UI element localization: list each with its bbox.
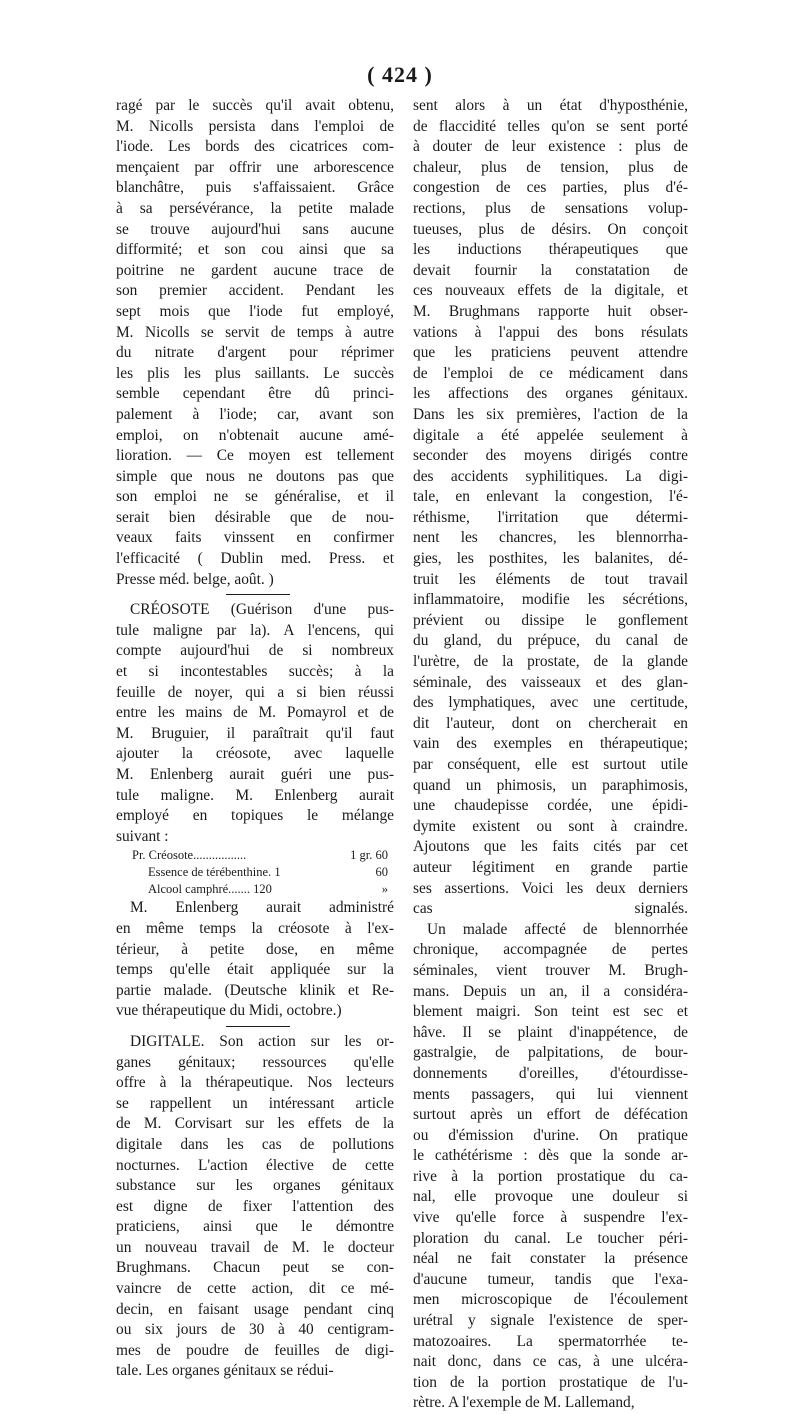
recipe-dose: 1 gr. 60: [350, 848, 388, 863]
text-line: truit les éléments de tout travail: [413, 570, 688, 588]
text-line: l'efficacité ( Dublin med. Press. et: [116, 550, 394, 568]
text-line: Un malade affecté de blennorrhée: [427, 920, 688, 938]
text-line: des accidents syphilitiques. La digi-: [413, 467, 688, 485]
text-line: térieur, à petite dose, en même: [116, 940, 394, 958]
text-line: veaux faits vinssent en confirmer: [116, 529, 394, 547]
text-line: entre les mains de M. Pomayrol et de: [116, 704, 394, 722]
text-line: inflammatoire, modifie les sécrétions,: [413, 591, 688, 609]
text-line: nocturnes. L'action élective de cette: [116, 1156, 394, 1174]
text-line: d'aucune tumeur, tandis que l'exa-: [413, 1270, 688, 1288]
text-line: M. Nicolls persista dans l'emploi de: [116, 117, 394, 135]
text-line: son premier accident. Pendant les: [116, 282, 394, 300]
text-line: men microscopique de l'écoulement: [413, 1291, 688, 1309]
text-line: M. Brughmans rapporte huit obser-: [413, 302, 688, 320]
text-line: employé en topiques le mélange: [116, 807, 394, 825]
text-line: néal ne fait constater la présence: [413, 1250, 688, 1268]
text-line: dit l'auteur, dont on chercherait en: [413, 714, 688, 732]
text-line: prévient ou dissipe le gonflement: [413, 611, 688, 629]
section-separator: [116, 1022, 394, 1032]
text-line: poitrine ne gardent aucune trace de: [116, 261, 394, 279]
text-line: blement maigri. Son teint est sec et: [413, 1003, 688, 1021]
text-line: nal, elle provoque une douleur si: [413, 1188, 688, 1206]
text-line: un nouveau travail de M. le docteur: [116, 1238, 394, 1256]
text-line: ces nouveaux effets de la digitale, et: [413, 282, 688, 300]
text-line: vations à l'appui des bons résulats: [413, 323, 688, 341]
recipe-row: [116, 847, 394, 864]
recipe-dose: 60: [375, 865, 388, 880]
text-line: réthisme, l'irritation que détermi-: [413, 508, 688, 526]
recipe-ingredient: Essence de térébenthine. 1: [148, 865, 281, 880]
text-line: auteur légitiment en grande partie: [413, 858, 688, 876]
text-line: tule maligne par la). A l'encens, qui: [116, 621, 394, 639]
text-line: Dans les six premières, l'action de la: [413, 405, 688, 423]
text-line: praticiens, ainsi que le démontre: [116, 1218, 394, 1236]
text-line: de flaccidité telles qu'on se sent porté: [413, 117, 688, 135]
text-line: tale. Les organes génitaux se rédui-: [116, 1362, 334, 1380]
text-line: ou d'émission d'urine. On pratique: [413, 1126, 688, 1144]
text-line: compte aujourd'hui de si nombreux: [116, 642, 394, 660]
text-line: tion de la portion prostatique de l'u-: [413, 1373, 688, 1391]
text-line: est digne de fixer l'attention des: [116, 1197, 394, 1215]
text-line: sept mois que l'iode fut employé,: [116, 302, 394, 320]
text-line: seconder des moyens dirigés contre: [413, 447, 688, 465]
text-line: gies, les posthites, les balanites, dé-: [413, 550, 688, 568]
text-line: des lymphatiques, avec une certitude,: [413, 694, 688, 712]
text-line: tule maligne. M. Enlenberg aurait: [116, 786, 394, 804]
text-line: ploration du canal. Le toucher péri-: [413, 1229, 688, 1247]
text-line: ou six jours de 30 à 40 centigram-: [116, 1321, 394, 1339]
text-line: difformité; et son cou ainsi que sa: [116, 241, 394, 259]
text-line: hâve. Il se plaint d'inappétence, de: [413, 1023, 688, 1041]
text-line: emploi, on n'obtenait aucune amé-: [116, 426, 394, 444]
text-line: nent les chancres, les blennorrha-: [413, 529, 688, 547]
right-column: [413, 96, 688, 1414]
text-line: par conséquent, elle est surtout utile: [413, 756, 688, 773]
text-line: dymite existent ou sont à craindre.: [413, 817, 688, 835]
text-line: cas signalés.: [413, 900, 688, 918]
text-line: palement à l'iode; car, avant son: [116, 405, 394, 423]
text-line: Presse méd. belge, août. ): [116, 570, 274, 588]
text-line: tueuses, plus de désirs. On conçoit: [413, 220, 688, 238]
text-line: substance sur les organes génitaux: [116, 1177, 394, 1195]
text-line: ganes génitaux; ressources qu'elle: [116, 1053, 394, 1071]
text-line: mes de poudre de feuilles de digi-: [116, 1341, 394, 1359]
text-line: serait bien désirable que de nou-: [116, 508, 394, 526]
text-line: M. Enlenberg aurait guéri une pus-: [116, 766, 394, 783]
text-line: rètre. A l'exemple de M. Lallemand,: [413, 1394, 635, 1412]
text-line: une chaudepisse cordée, une épidi-: [413, 797, 688, 815]
text-line: matozoaires. La spermatorrhée te-: [413, 1332, 688, 1350]
text-line: M. Nicolls se servit de temps à autre: [116, 323, 394, 341]
recipe-ingredient: Pr. Créosote.................: [132, 848, 247, 863]
text-line: ments passagers, qui lui viennent: [413, 1085, 688, 1103]
page-number: ( 424 ): [367, 62, 433, 87]
text-line: et si incontestables succès; à la: [116, 663, 394, 681]
text-line: devait fournir la constatation de: [413, 261, 688, 279]
text-line: les plis les plus saillants. Le succès: [116, 364, 394, 382]
text-line: de l'emploi de ce médicament dans: [413, 364, 688, 382]
text-line: séminales, vient trouver M. Brugh-: [413, 961, 688, 979]
text-line: offre à la thérapeutique. Nos lecteurs: [116, 1074, 394, 1092]
recipe-row: [116, 864, 394, 881]
recipe-ingredient: Alcool camphré....... 120: [148, 882, 272, 897]
text-line: digitale a été appelée seulement à: [413, 426, 688, 444]
text-line: Brughmans. Chacun peut se con-: [116, 1259, 394, 1277]
text-line: rections, plus de sensations volup-: [413, 199, 688, 217]
section-separator: [116, 590, 394, 600]
text-line: mençaient par offrir une arborescence: [116, 158, 394, 176]
text-line: le cathétérisme : dès que la sonde ar-: [413, 1147, 688, 1165]
text-line: gastralgie, de palpitations, de bour-: [413, 1044, 688, 1062]
text-line: CRÉOSOTE (Guérison d'une pus-: [130, 601, 394, 619]
text-line: congestion de ces parties, plus d'é-: [413, 179, 688, 197]
text-line: nait donc, dans ce cas, à une ulcéra-: [413, 1353, 688, 1371]
text-line: surtout après un effort de défécation: [413, 1106, 688, 1124]
text-line: du gland, du prépuce, du canal de: [413, 632, 688, 650]
recipe-row: [116, 881, 394, 898]
text-line: chaleur, plus de tension, plus de: [413, 158, 688, 176]
text-line: temps qu'elle était appliquée sur la: [116, 961, 394, 979]
text-line: du nitrate d'argent pour réprimer: [116, 344, 394, 362]
text-line: de M. Corvisart sur les effets de la: [116, 1115, 394, 1133]
text-line: à douter de leur existence : plus de: [413, 138, 688, 156]
text-line: suivant :: [116, 827, 169, 845]
text-line: séminale, des vaisseaux et des glan-: [413, 673, 688, 691]
text-line: digitale dans les cas de pollutions: [116, 1135, 394, 1153]
text-line: donnements d'oreilles, d'étourdisse-: [413, 1064, 688, 1082]
text-line: mans. Depuis un an, il a considéra-: [413, 982, 688, 1000]
text-line: son emploi ne se généralise, et il: [116, 488, 394, 506]
text-line: DIGITALE. Son action sur les or-: [130, 1032, 394, 1050]
text-line: ajouter la créosote, avec laquelle: [116, 745, 394, 763]
text-line: rive à la portion prostatique du ca-: [413, 1167, 688, 1185]
text-line: partie malade. (Deutsche klinik et Re-: [116, 981, 394, 999]
text-line: M. Bruguier, il paraîtrait qu'il faut: [116, 724, 394, 742]
text-line: l'iode. Les bords des cicatrices com-: [116, 138, 394, 156]
recipe-dose: »: [381, 882, 388, 897]
text-line: Ajoutons que les faits cités par cet: [413, 838, 688, 856]
text-line: ses assertions. Voici les deux derniers: [413, 879, 688, 897]
text-line: vive qu'elle force à suspendre l'ex-: [413, 1209, 688, 1227]
text-line: se rappellent un intéressant article: [116, 1094, 394, 1112]
left-column: [116, 96, 394, 1382]
text-line: urétral y signale l'existence de sper-: [413, 1312, 688, 1330]
text-line: ragé par le succès qu'il avait obtenu,: [116, 97, 394, 114]
text-line: semble cependant être dû princi-: [116, 385, 394, 403]
text-line: quand un phimosis, un paraphimosis,: [413, 776, 688, 794]
text-line: decin, en faisant usage pendant cinq: [116, 1300, 394, 1318]
text-line: simple que nous ne doutons pas que: [116, 467, 394, 485]
text-line: se trouve aujourd'hui sans aucune: [116, 220, 394, 238]
text-line: lioration. — Ce moyen est tellement: [116, 447, 394, 465]
text-line: l'urètre, de la prostate, de la glande: [413, 653, 688, 671]
text-line: vue thérapeutique du Midi, octobre.): [116, 1002, 342, 1020]
text-line: vaincre de cette action, dit ce mé-: [116, 1280, 394, 1298]
text-line: les affections des organes génitaux.: [413, 385, 688, 403]
text-line: que les praticiens peuvent attendre: [413, 344, 688, 362]
text-line: chronique, accompagnée de pertes: [413, 941, 688, 959]
text-line: les inductions thérapeutiques que: [413, 241, 688, 259]
text-line: vain des exemples en thérapeutique;: [413, 735, 688, 753]
text-line: feuille de noyer, qui a si bien réussi: [116, 683, 394, 701]
text-line: à sa persévérance, la petite malade: [116, 199, 394, 217]
text-line: M. Enlenberg aurait administré: [130, 899, 394, 917]
text-line: tale, en enlevant la congestion, l'é-: [413, 488, 688, 506]
text-line: sent alors à un état d'hyposthénie,: [413, 97, 688, 114]
text-line: blanchâtre, puis s'affaissaient. Grâce: [116, 179, 394, 197]
text-line: en même temps la créosote à l'ex-: [116, 919, 394, 937]
